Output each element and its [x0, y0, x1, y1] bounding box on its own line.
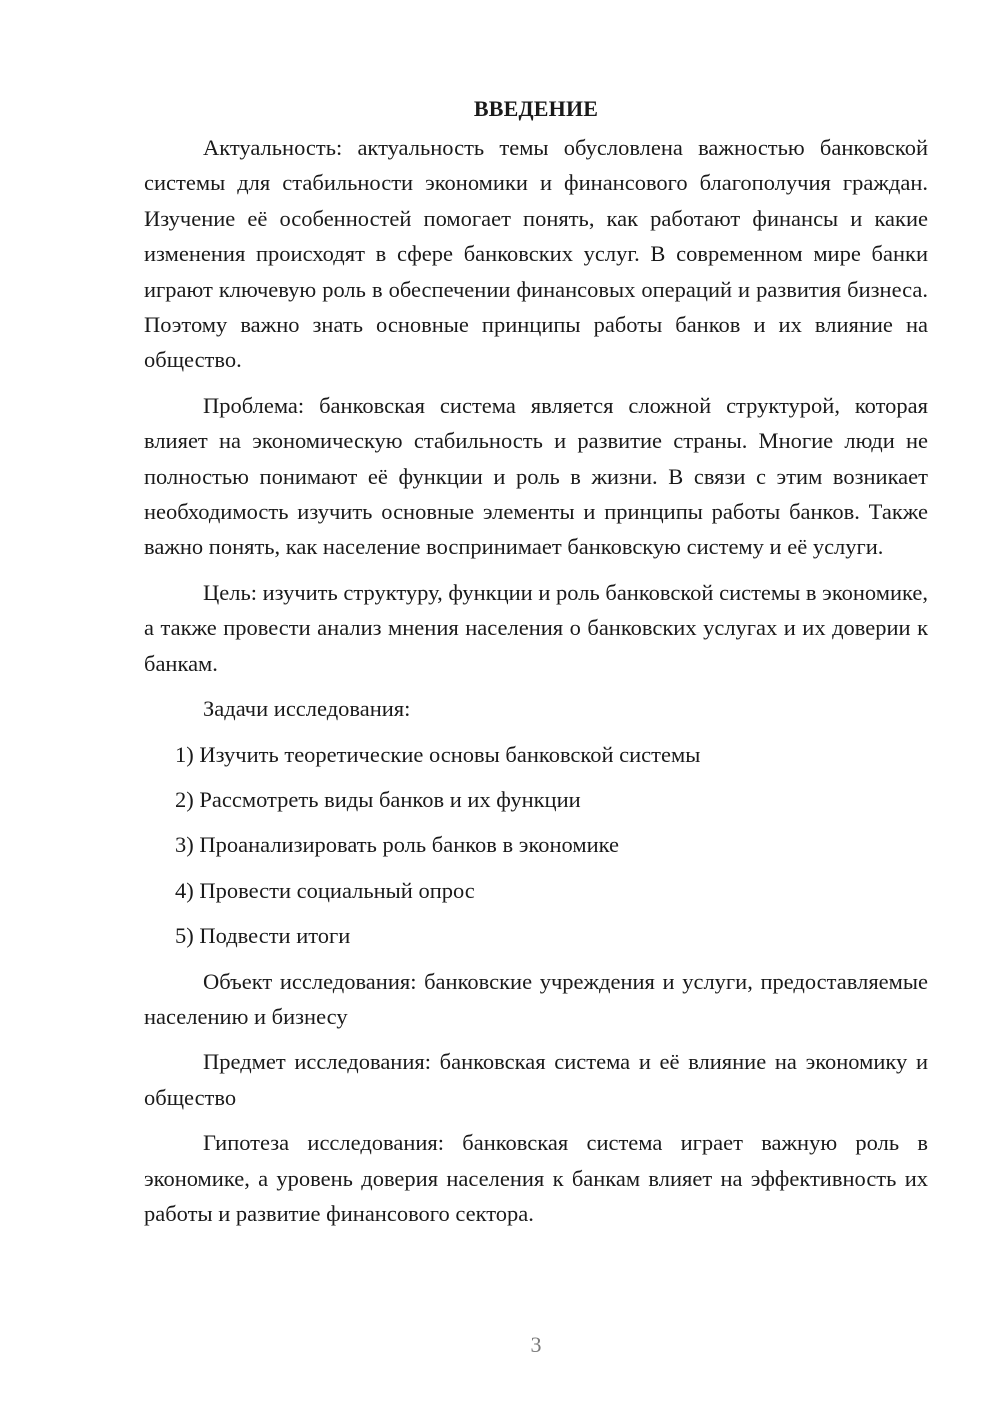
tasks-heading: Задачи исследования: — [203, 696, 411, 722]
list-item: 3) Проанализировать роль банков в экономике — [175, 832, 620, 858]
list-item: 2) Рассмотреть виды банков и их функции — [175, 786, 581, 812]
paragraph-object: Объект исследования: банковские учреждения и услуги, предоставляемые населению и бизнесу — [144, 968, 928, 1029]
paragraph-problem: Проблема: банковская система является сложной структурой, которая влияет на экономическую стабильность и развитие страны. Многие люди не полностью понимают её функции и роль в жизни. В связи с этим возникает необходимость изучить основные элементы и принципы работы банков. Также важно понять, как население воспринимает банковскую систему и её услуги. — [144, 392, 928, 560]
section-title: ВВЕДЕНИЕ — [473, 96, 599, 121]
list-item: 1) Изучить теоретические основы банковской системы — [175, 741, 701, 767]
paragraph-relevance: Актуальность: актуальность темы обусловлена важностью банковской системы для стабильности экономики и финансового благополучия граждан. Изучение её особенностей помогает понять, как работают финансы и какие изменения происходят в сфере банковских услуг. В современном мире банки играют ключевую роль в обеспечении финансовых операций и развития бизнеса. Поэтому важно знать основные принципы работы банков и их влияние на общество. — [144, 135, 928, 373]
paragraph-subject: Предмет исследования: банковская система и её влияние на экономику и общество — [144, 1049, 928, 1110]
page-number: 3 — [530, 1332, 542, 1357]
paragraph-goal: Цель: изучить структуру, функции и роль банковской системы в экономике, а также провести анализ мнения населения о банковских услугах и их доверии к банкам. — [144, 579, 928, 676]
document-page — [144, 94, 928, 1241]
list-item: 4) Провести социальный опрос — [175, 877, 475, 903]
tasks-list — [144, 737, 928, 954]
list-item: 5) Подвести итоги — [175, 923, 351, 949]
paragraph-hypothesis: Гипотеза исследования: банковская система играет важную роль в экономике, а уровень доверия населения к банкам влияет на эффективность их работы и развитие финансового сектора. — [144, 1130, 928, 1226]
